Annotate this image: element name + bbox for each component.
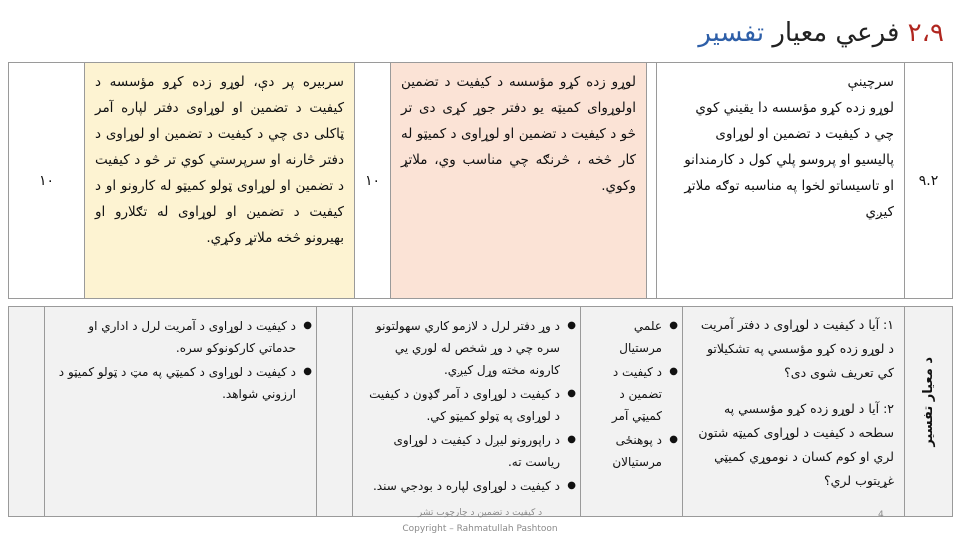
footer-copyright: Copyright – Rahmatullah Pashtoon	[402, 524, 558, 534]
evidence-cell	[353, 307, 581, 517]
source-item: ● د کيفيت د تضمين د کميټي آمر	[589, 361, 662, 427]
blank-cell	[647, 63, 657, 299]
yellow-cell	[85, 63, 355, 299]
sources-cell	[581, 307, 683, 517]
criterion-text: سرچينې لوړو زده کړو مؤسسه دا يقيني کوي چي د کيفيت د تضمين او لوړاوی پالیسیو او پروسو پلي کول د کارمندانو او تاسیساتو لخوا په مناسبه توګه ملاتړ کيږي	[684, 74, 894, 220]
note-item: ● د کيفيت د لوړاوی د آمريت لرل د اداري او حدماتي کارکونوکو سره.	[53, 315, 296, 359]
page-number: 4	[878, 510, 884, 520]
blank-cell	[317, 307, 353, 517]
notes-cell	[45, 307, 317, 517]
title-number: ۲،۹	[907, 18, 944, 48]
page-title	[698, 18, 944, 48]
source-item: ● علمي مرستيال	[589, 315, 662, 359]
yellow-score	[9, 63, 85, 299]
source-item: ● د پوهنځی مرستيالان	[589, 429, 662, 473]
criterion-code-text: ۹.۲	[918, 172, 939, 189]
peach-score	[355, 63, 391, 299]
interpretation-table	[8, 306, 953, 517]
evidence-item: ● د راپورونو لیږل د کيفيت د لوړاوی رياست ته.	[361, 429, 560, 473]
evidence-item: ● د کيفيت د لوړاوی د آمر ګډون د کيفيت د لوړاوی په ټولو کميټو کي.	[361, 383, 560, 427]
criterion-code	[905, 63, 953, 299]
title-main: فرعي معيار	[772, 18, 900, 48]
sources-list	[581, 315, 682, 473]
vertical-label: د معيار تفسير	[921, 357, 936, 447]
criterion-cell	[657, 63, 905, 299]
evidence-item: ● د کيفيت د لوړاوی لپاره د بودجي سند.	[361, 475, 560, 497]
yellow-text: سربیره پر دې، لوړو زده کړو مؤسسه د کيفيت د تضمين او لوړاوی دفتر لپاره آمر ټاکلی دی چي د کيفيت د تضمين او لوړاوی د دفتر څارنه او سرپرستي کوي تر څو د کيفيت د تضمين او لوړاوی ټولو کمیټو له کارونو او د کیفیت د تضمین او لوړاوی له تګلارو او بهيرونو څخه ملاتړ وکړي.	[95, 74, 344, 246]
questions-list	[683, 307, 904, 493]
title-accent: تفسير	[698, 18, 765, 48]
question-item: ۱: آيا د کيفيت د لوړاوی د دفتر آمريت د لوړو زده کړو مؤسسي په تشکيلاتو کي تعريف شوی دی؟	[700, 317, 894, 380]
vertical-label-cell	[905, 307, 953, 517]
footer-title: د کيفيت د تضمين د چارچوب تشر	[417, 508, 543, 518]
evidence-item: ● د وړ دفتر لرل د لازمو کاري سهولتونو سره چي د وړ شخص له لوري يي کارونه مخته وړل کيږي.	[361, 315, 560, 381]
peach-score-text: ۱۰	[364, 172, 381, 189]
peach-text: لوړو زده کړو مؤسسه د کيفيت د تضمين اولوړوای کميټه يو دفتر جوړ کړی دی تر څو د کيفيت د تضمين او لوړاوی د کميټو له کار څخه ، څرنګه چي مناسب وي، ملاتړ وکوي.	[401, 74, 636, 194]
criteria-table	[8, 62, 953, 299]
peach-cell	[391, 63, 647, 299]
notes-list	[45, 315, 316, 405]
yellow-score-text: ۱۰	[38, 172, 55, 189]
blank-cell	[9, 307, 45, 517]
questions-cell	[683, 307, 905, 517]
evidence-list	[353, 315, 580, 497]
question-item: ۲: آيا د لوړو زده کړو مؤسسي په سطحه د کيفيت د لوړاوی کمیټه شتون لري او کوم کسان د نوموړي کمیټي غړيتوب لري؟	[698, 401, 894, 488]
note-item: ● د کيفيت د لوړاوی د کمیټي په مټ د ټولو کمیټو د ارزوني شواهد.	[53, 361, 296, 405]
